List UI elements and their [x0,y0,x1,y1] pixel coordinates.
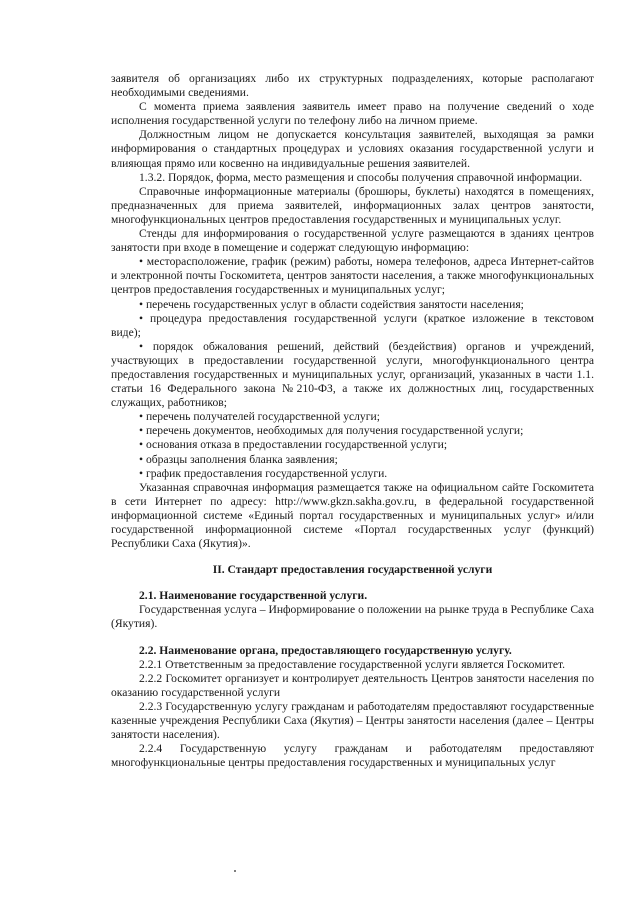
bullet-item: • перечень получателей государственной услуги; [139,410,380,424]
bullet-item: • процедура предоставления государственной услуги (краткое изложение в текстовом виде); [111,311,594,339]
bullet-item: • график предоставления государственной услуги. [139,466,388,480]
paragraph: 1.3.2. Порядок, форма, место размещения и способы получения справочной информации. [139,170,583,184]
spacer [111,632,594,644]
paragraph: 2.2.1 Ответственным за предоставление государственной услуги является Госкомитет. [139,657,566,671]
scan-speck [234,870,236,872]
bullet-item: • порядок обжалования решений, действий (бездействия) органов и учреждений, участвующих в предоставлении государственной услуги, многофункционального центра предоставления государственных и муниципальных услуг, организаций, указанных в части 1.1. статьи 16 Федерального закона №210-ФЗ, а также их должностных лиц, государственных служащих, работников; [111,339,594,410]
subsection-title: 2.2. Наименование органа, предоставляющего государственную услугу. [139,643,512,657]
paragraph: Указанная справочная информация размещается также на официальном сайте Госкомитета в сети Интернет по адресу: http://www.gkzn.sakha.gov.ru, в федеральной государственной информационной системе «Единый портал государственных и муниципальных услуг» и/или государственной информационной системе «Портал государственных услуг (функций) Республики Саха (Якутия)». [111,480,594,551]
bullet-item: • перечень государственных услуг в области содействия занятости населения; [139,297,524,311]
paragraph: заявителя об организациях либо их структурных подразделениях, которые располагают необходимыми сведениями. [111,72,594,100]
subsection-title: 2.1. Наименование государственной услуги. [139,589,368,603]
spacer [111,551,594,563]
spacer [111,577,594,589]
paragraph: Государственная услуга – Информирование о положении на рынке труда в Республике Саха (Якутия). [111,603,594,631]
bullet-item: • месторасположение, график (режим) работы, номера телефонов, адреса Интернет-сайтов и электронной почты Госкомитета, центров занятости населения, а также многофункциональных центров предоставления государственных и муниципальных услуг; [111,255,594,297]
bullet-item: • основания отказа в предоставлении государственной услуги; [139,438,448,452]
paragraph: 2.2.4 Государственную услугу гражданам и работодателям предоставляют многофункциональные центры предоставления государственных и муниципальных услуг [111,742,594,770]
section-title: II. Стандарт предоставления государственной услуги [212,563,493,577]
paragraph: 2.2.2 Госкомитет организует и контролирует деятельность Центров занятости населения по оказанию государственной услуги [111,671,594,699]
paragraph: Должностным лицом не допускается консультация заявителей, выходящая за рамки информирования о стандартных процедурах и условиях оказания государственной услуги и влияющая прямо или косвенно на индивидуальные решения заявителей. [111,128,594,170]
paragraph: Стенды для информирования о государственной услуге размещаются в зданиях центров занятости при входе в помещение и содержат следующую информацию: [111,227,594,255]
bullet-item: • образцы заполнения бланка заявления; [139,452,338,466]
document-body [111,72,594,770]
paragraph: Справочные информационные материалы (брошюры, буклеты) находятся в помещениях, предназначенных для приема заявителей, информационных залах центров занятости, многофункциональных центров предоставления государственных и муниципальных услуг. [111,184,594,226]
bullet-item: • перечень документов, необходимых для получения государственной услуги; [139,424,524,438]
paragraph: С момента приема заявления заявитель имеет право на получение сведений о ходе исполнения государственной услуги по телефону либо на личном приеме. [111,100,594,128]
paragraph: 2.2.3 Государственную услугу гражданам и работодателям предоставляют государственные казенные учреждения Республики Саха (Якутия) – Центры занятости населения (далее – Центры занятости населения). [111,699,594,742]
